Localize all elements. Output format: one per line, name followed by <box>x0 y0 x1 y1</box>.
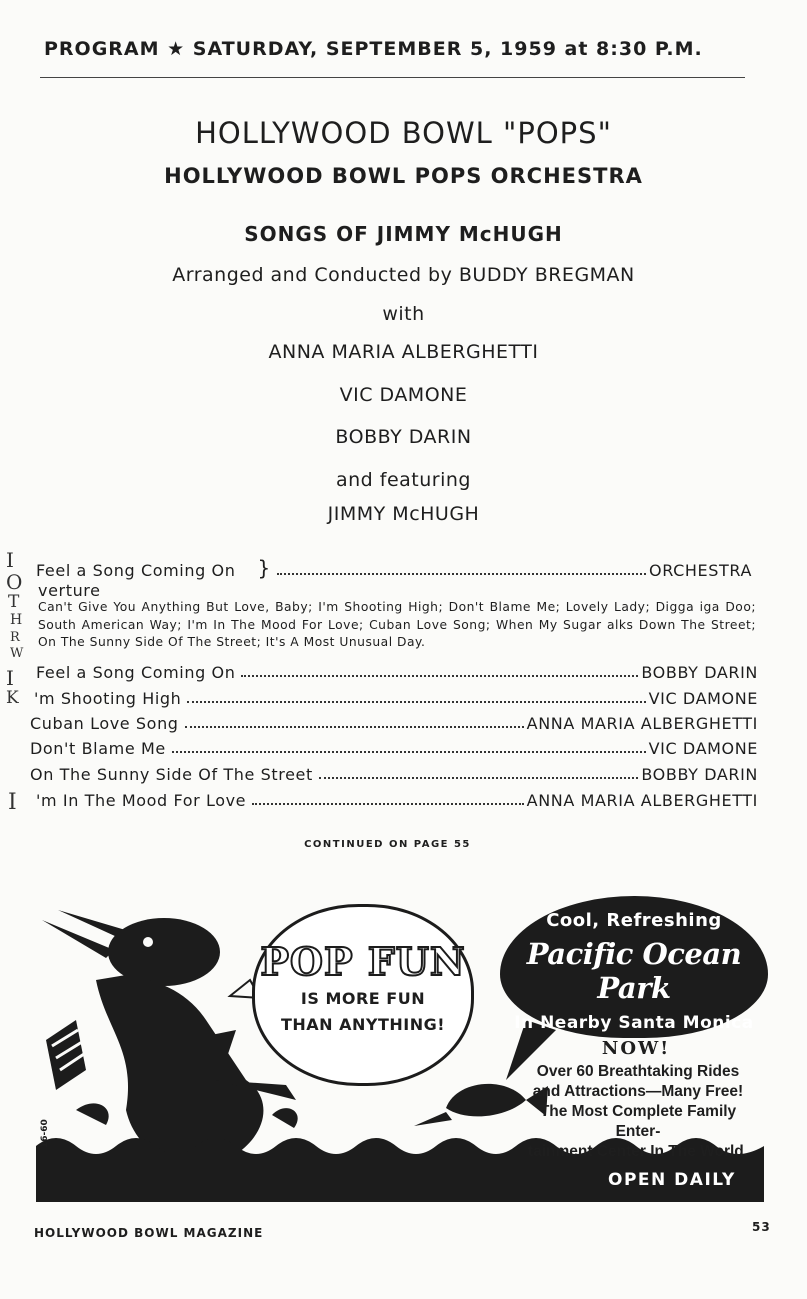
medley-list: Can't Give You Anything But Love, Baby; I'm Shooting High; Don't Blame Me; Lovely Lady; Digga iga Doo; South American Way; I'm In The Mood For Love; Cuban Love Song; When My Sugar alks Down The Street; On The Sunny Side Of The Street; It's A Most Unusual Day. <box>38 600 756 649</box>
magazine-name: HOLLYWOOD BOWL MAGAZINE <box>34 1226 264 1240</box>
program-item <box>30 689 758 708</box>
featured-name: JIMMY McHUGH <box>327 503 480 525</box>
leader-dots <box>187 700 645 703</box>
song-title: Don't Blame Me <box>30 739 166 758</box>
features-list <box>516 1062 760 1162</box>
featuring-line: and featuring <box>336 469 471 491</box>
song-artist: BOBBY DARIN <box>641 765 758 784</box>
handwritten-mark: H <box>10 612 23 628</box>
handwritten-mark: I <box>6 548 14 572</box>
leader-dots <box>185 725 524 728</box>
park-bubble <box>500 896 768 1038</box>
program-name: SONGS OF JIMMY McHUGH <box>244 222 563 246</box>
cool-refreshing: Cool, Refreshing <box>546 910 722 931</box>
brace-mark: } <box>257 556 271 580</box>
handwritten-mark: O <box>6 570 23 594</box>
program-opening-title: Feel a Song Coming On <box>36 561 236 580</box>
leader-dots <box>277 572 646 575</box>
program-item <box>30 663 758 682</box>
page-number: 53 <box>752 1220 771 1234</box>
performer-name: ANNA MARIA ALBERGHETTI <box>268 341 539 363</box>
with-line: with <box>382 303 425 325</box>
handwritten-mark: W <box>10 646 24 661</box>
more-fun-line: THAN ANYTHING! <box>280 1015 446 1034</box>
feature-line: and Attractions—Many Free! <box>532 1083 744 1100</box>
song-title: 'm Shooting High <box>34 689 182 708</box>
leader-dots <box>319 776 639 779</box>
song-artist: BOBBY DARIN <box>641 663 758 682</box>
feature-line: Over 60 Breathtaking Rides <box>536 1063 740 1080</box>
program-opening-row <box>36 556 752 580</box>
handwritten-mark: T <box>8 592 20 612</box>
song-title: Cuban Love Song <box>30 714 179 733</box>
feature-line: tainment Center In The World. <box>527 1143 749 1160</box>
song-title: On The Sunny Side Of The Street <box>30 765 313 784</box>
leader-dots <box>252 802 524 805</box>
handwritten-mark: R <box>10 630 20 645</box>
park-name: Pacific Ocean Park <box>526 937 742 1005</box>
song-artist: ANNA MARIA ALBERGHETTI <box>526 791 758 810</box>
event-title: HOLLYWOOD BOWL "POPS" <box>195 116 612 150</box>
song-title: Feel a Song Coming On <box>36 663 236 682</box>
header-divider <box>40 77 745 78</box>
song-artist: ANNA MARIA ALBERGHETTI <box>526 714 758 733</box>
program-opening-subtitle: verture <box>38 581 101 600</box>
continued-note: CONTINUED ON PAGE 55 <box>304 839 471 850</box>
arranger-line: Arranged and Conducted by BUDDY BREGMAN <box>172 264 635 286</box>
more-fun-line: IS MORE FUN <box>300 989 426 1008</box>
handwritten-mark: K <box>6 688 19 708</box>
leader-dots <box>172 750 646 753</box>
pop-fun-headline: POP FUN <box>260 939 466 984</box>
song-title: 'm In The Mood For Love <box>36 791 247 810</box>
handwritten-mark: I <box>8 790 17 815</box>
song-artist: VIC DAMONE <box>648 689 758 708</box>
performer-name: VIC DAMONE <box>339 384 468 406</box>
ad-code: 16-60 <box>40 1119 50 1148</box>
park-location: In Nearby Santa Monica <box>514 1013 754 1033</box>
performer-name: BOBBY DARIN <box>335 426 472 448</box>
program-opening-artist: ORCHESTRA <box>649 561 752 580</box>
advertisement <box>36 880 764 1206</box>
program-date-heading: PROGRAM ★ SATURDAY, SEPTEMBER 5, 1959 at 8:30 P.M. <box>44 38 703 60</box>
song-artist: VIC DAMONE <box>648 739 758 758</box>
program-item <box>30 791 758 810</box>
program-item <box>30 714 758 733</box>
program-item <box>30 739 758 758</box>
open-daily-label: OPEN DAILY <box>608 1170 736 1190</box>
leader-dots <box>241 674 638 677</box>
speech-bubble <box>252 904 474 1086</box>
handwritten-mark: I <box>6 666 14 690</box>
orchestra-title: HOLLYWOOD BOWL POPS ORCHESTRA <box>164 164 643 188</box>
feature-line: The Most Complete Family Enter- <box>539 1103 737 1140</box>
now-label: NOW! <box>601 1038 671 1059</box>
program-item <box>30 765 758 784</box>
